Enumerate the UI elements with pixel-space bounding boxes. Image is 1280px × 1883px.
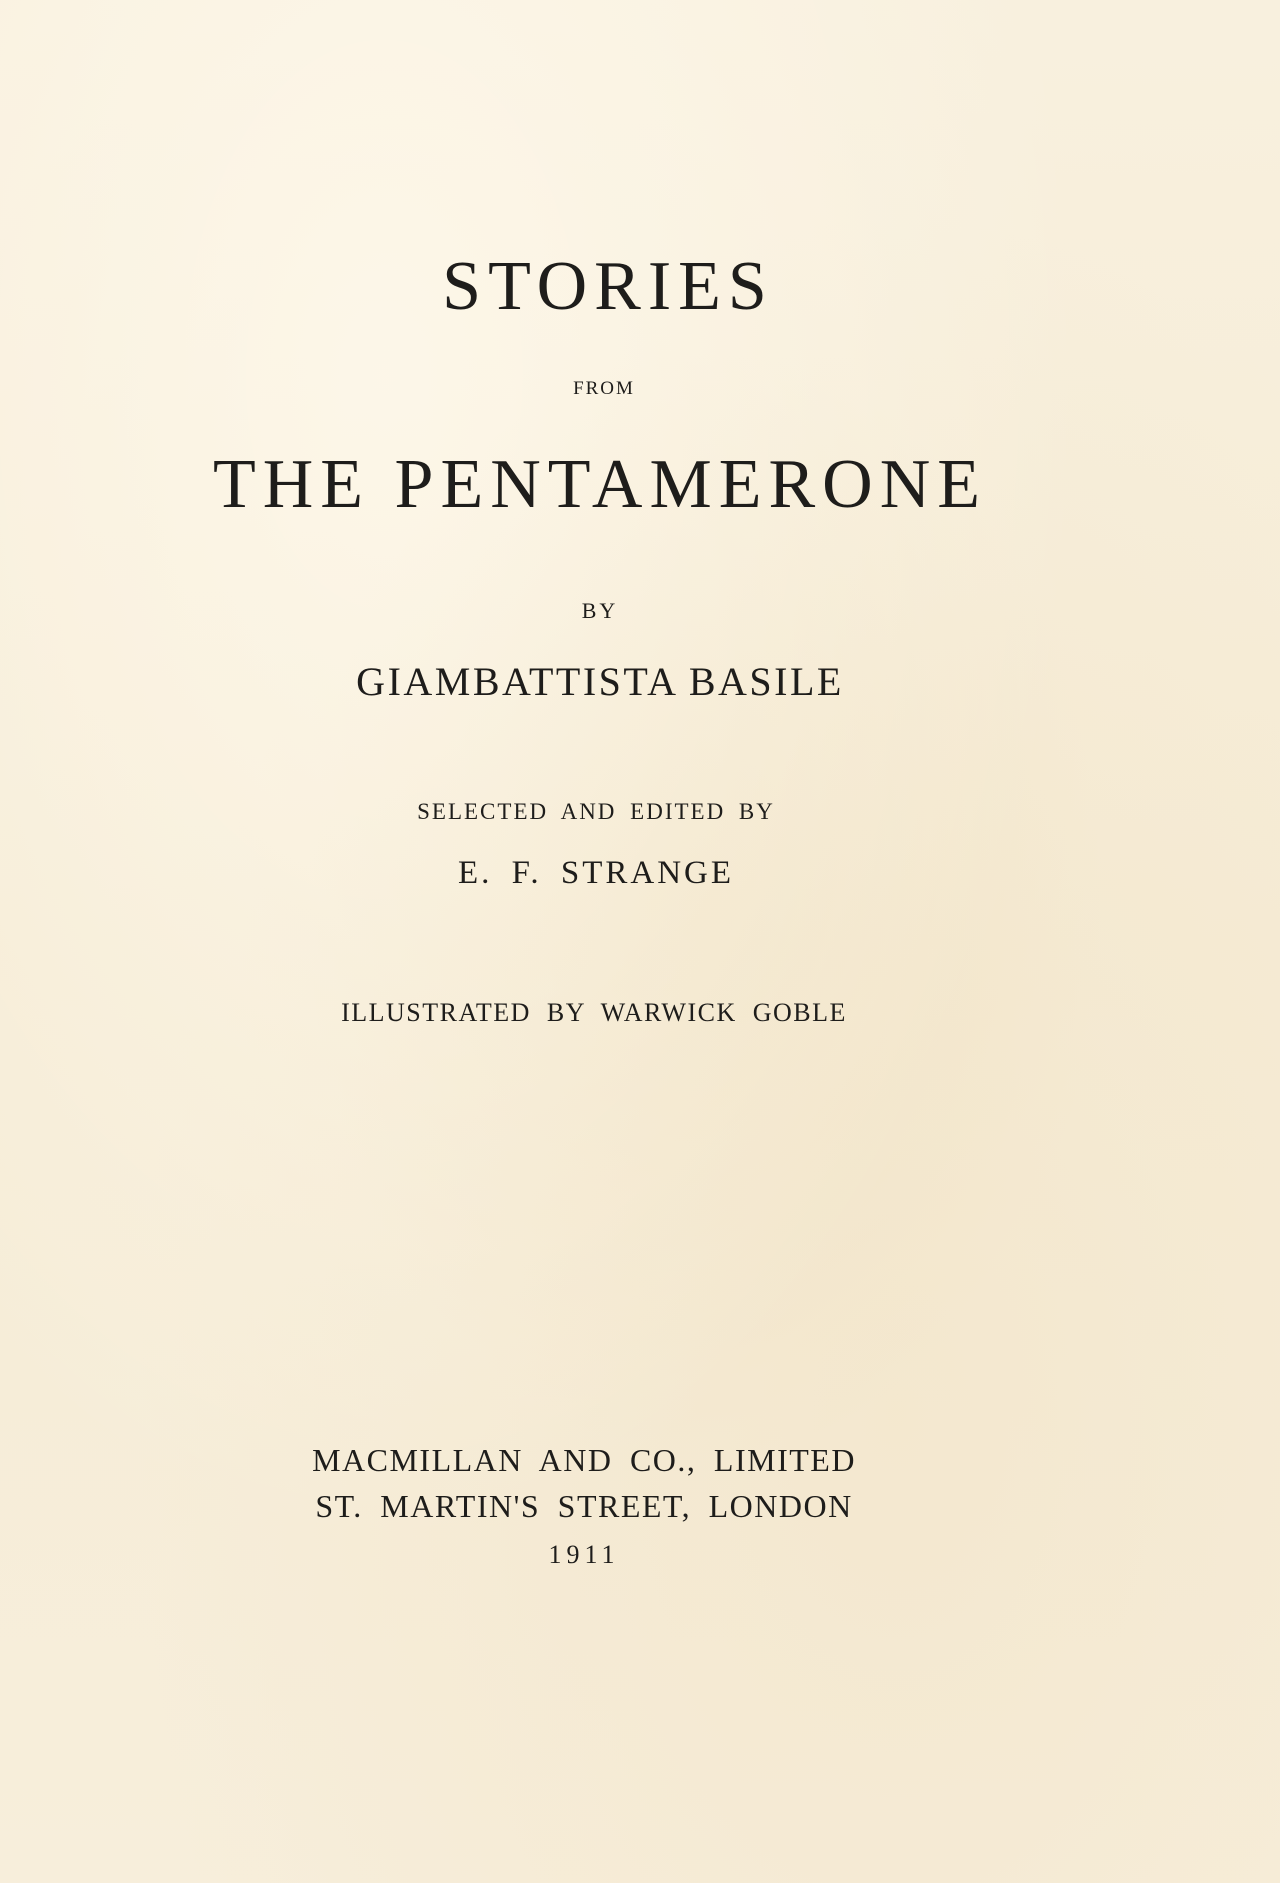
publisher-address: ST. MARTIN'S STREET, LONDON	[315, 1488, 853, 1524]
editor-name: E. F. STRANGE	[457, 855, 735, 891]
publisher-name: MACMILLAN AND CO., LIMITED	[312, 1442, 856, 1478]
author-name: GIAMBATTISTA BASILE	[356, 659, 844, 704]
book-title: STORIES	[442, 248, 774, 325]
publication-year: 1911	[548, 1540, 620, 1569]
book-subtitle: THE PENTAMERONE	[212, 446, 988, 523]
illustrator-line: ILLUSTRATED BY WARWICK GOBLE	[341, 998, 847, 1027]
from-label: FROM	[573, 378, 635, 399]
edited-by-label: SELECTED AND EDITED BY	[417, 799, 775, 824]
by-label: BY	[581, 598, 619, 623]
